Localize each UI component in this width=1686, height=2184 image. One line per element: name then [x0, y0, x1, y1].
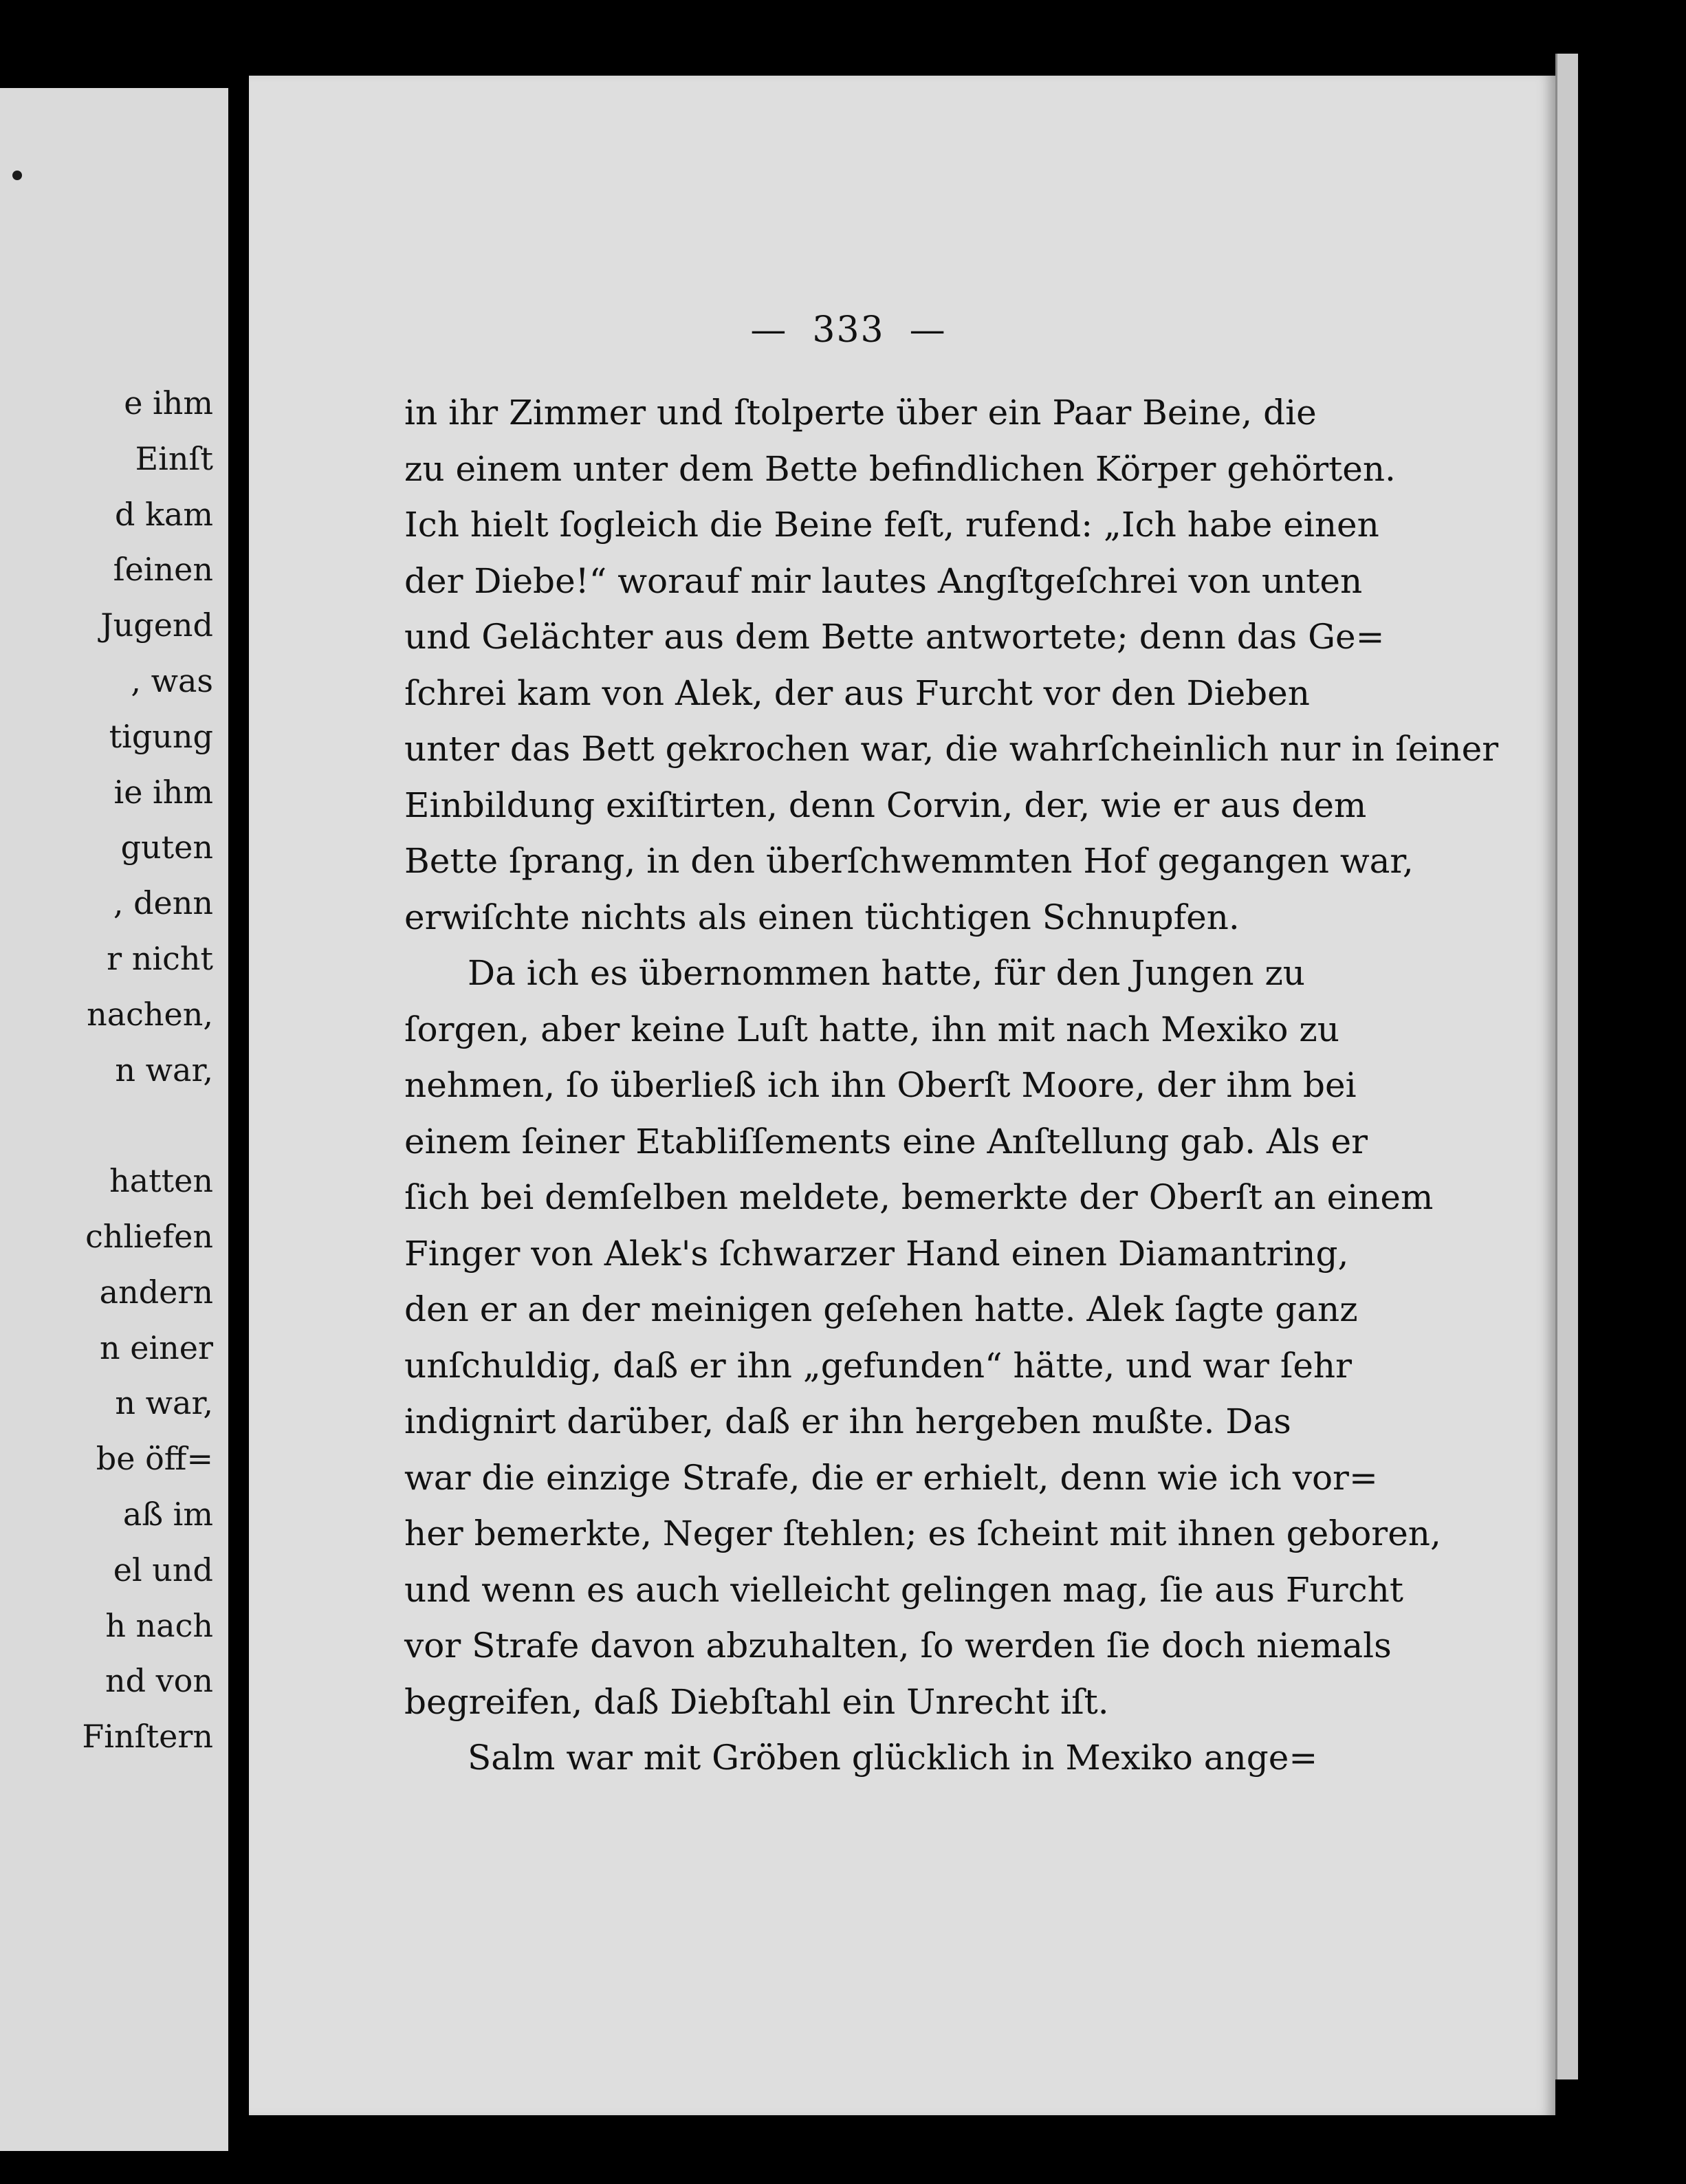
text-line: her bemerkte, Neger ſtehlen; es ſcheint mit ihnen geboren,: [404, 1514, 1441, 1553]
text-line: begreifen, daß Diebſtahl ein Unrecht iſt.: [404, 1681, 1109, 1722]
previous-page-line: el und: [113, 1551, 213, 1588]
text-line: ſchrei kam von Alek, der aus Furcht vor den Dieben: [404, 673, 1310, 713]
text-line: in ihr Zimmer und ſtolperte über ein Paar Beine, die: [404, 393, 1317, 433]
previous-page-line: hatten: [109, 1162, 213, 1200]
header-dash-left: —: [750, 309, 788, 351]
text-line: nehmen, ſo überließ ich ihn Oberſt Moore, der ihm bei: [404, 1065, 1357, 1105]
previous-page-line: chliefen: [85, 1217, 213, 1255]
previous-page-line: n einer: [99, 1329, 213, 1366]
text-line: und wenn es auch vielleicht gelingen mag, ſie aus Furcht: [404, 1569, 1403, 1610]
previous-page-line: Finſtern: [82, 1718, 213, 1756]
text-line: vor Strafe davon abzuhalten, ſo werden ſie doch niemals: [404, 1626, 1392, 1666]
text-line: unter das Bett gekrochen war, die wahrſcheinlich nur in ſeiner: [404, 729, 1499, 769]
previous-page-line: Jugend: [100, 607, 213, 644]
previous-page-line: aß im: [122, 1495, 213, 1533]
previous-page-line: guten: [120, 829, 213, 866]
previous-page-line: e ihm: [124, 384, 213, 422]
previous-page-line: r nicht: [107, 939, 213, 977]
page-body-text: [404, 385, 1499, 1787]
previous-page-line: tigung: [109, 717, 213, 755]
text-line: ſich bei demſelben meldete, bemerkte der Oberſt an einem: [404, 1177, 1434, 1217]
previous-page-line: d kam: [115, 495, 213, 533]
text-line: Salm war mit Gröben glücklich in Mexiko ange=: [468, 1738, 1318, 1778]
text-line: indignirt darüber, daß er ihn hergeben mußte. Das: [404, 1401, 1291, 1441]
header-dash-right: —: [909, 309, 947, 351]
previous-page-paragraph-gap: [7, 1098, 213, 1153]
ink-dot-mark: [12, 171, 22, 180]
text-line: unſchuldig, daß er ihn „gefunden“ hätte, und war ſehr: [404, 1345, 1353, 1386]
page-number: 333: [812, 309, 885, 351]
text-line: Finger von Alek's ſchwarzer Hand einen Diamantring,: [404, 1233, 1349, 1274]
previous-page-line: , denn: [113, 884, 213, 922]
previous-page-line: h nach: [105, 1606, 213, 1644]
previous-page-line: Einſt: [135, 439, 213, 477]
text-line: Da ich es übernommen hatte, für den Jungen zu: [468, 953, 1305, 993]
previous-page-line: be öff=: [96, 1440, 213, 1478]
previous-page-text: [7, 375, 213, 1765]
previous-page-line: nachen,: [87, 995, 213, 1033]
text-line: Bette ſprang, in den überſchwemmten Hof gegangen war,: [404, 841, 1414, 881]
text-line: war die einzige Strafe, die er erhielt, denn wie ich vor=: [404, 1457, 1378, 1498]
text-line: den er an der meinigen geſehen hatte. Alek ſagte ganz: [404, 1289, 1358, 1329]
text-line: einem ſeiner Etabliſſements eine Anſtellung gab. Als er: [404, 1121, 1368, 1161]
page-edge: [1555, 54, 1578, 2079]
previous-page-line: n war,: [115, 1384, 213, 1422]
page-header: [195, 309, 1502, 351]
text-line: der Diebe!“ worauf mir lautes Angſtgeſchrei von unten: [404, 560, 1363, 601]
text-line: erwiſchte nichts als einen tüchtigen Schnupfen.: [404, 897, 1240, 937]
previous-page-line: n war,: [115, 1051, 213, 1089]
text-line: Einbildung exiſtirten, denn Corvin, der, wie er aus dem: [404, 785, 1367, 825]
text-line: ſorgen, aber keine Luſt hatte, ihn mit nach Mexiko zu: [404, 1009, 1339, 1049]
previous-page-line: , was: [131, 662, 213, 699]
text-line: Ich hielt ſogleich die Beine feſt, rufend: „Ich habe einen: [404, 505, 1379, 545]
previous-page-line: ſeinen: [113, 551, 213, 589]
previous-page-line: ie ihm: [113, 773, 213, 811]
previous-page-line: nd von: [105, 1662, 213, 1700]
text-line: und Gelächter aus dem Bette antwortete; denn das Ge=: [404, 617, 1385, 657]
current-page: [249, 76, 1555, 2115]
previous-page-fragment: [0, 88, 228, 2151]
text-line: zu einem unter dem Bette befindlichen Körper gehörten.: [404, 448, 1396, 489]
previous-page-line: andern: [99, 1273, 213, 1311]
